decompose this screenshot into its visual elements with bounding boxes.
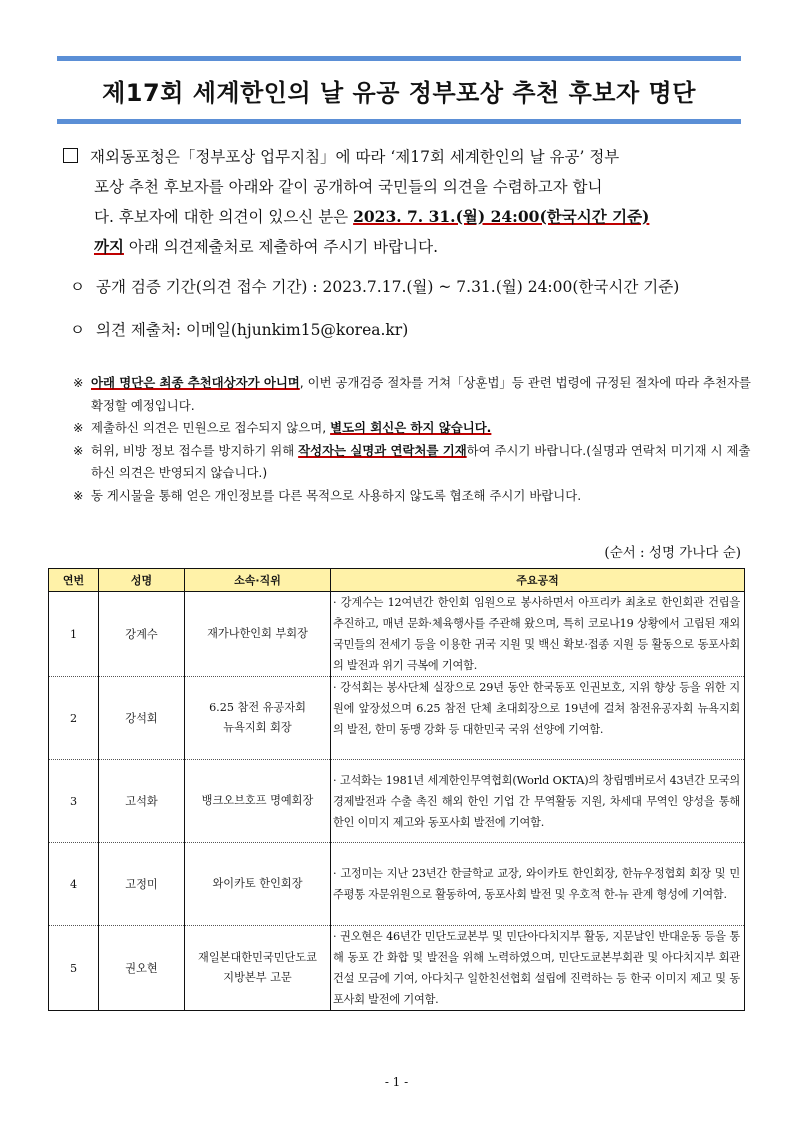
bullet-review-period [70, 275, 679, 297]
header-affiliation: 소속·직위 [185, 569, 331, 592]
table-row [49, 843, 745, 926]
note-text: 하여 주시기 바랍니다.(실명과 연락처 미기재 시 제출하신 의견은 반영되지 않습니다.) [91, 442, 751, 480]
cell-affiliation [185, 677, 331, 760]
notes-list [73, 372, 753, 507]
cell-name: 고정미 [99, 843, 185, 926]
table-row [49, 592, 745, 677]
note-item [73, 485, 753, 508]
table-row [49, 926, 745, 1011]
affiliation-line: 지방본부 고문 [223, 971, 292, 984]
note-mark: ※ [73, 420, 84, 435]
bullet-marker: ㅇ [70, 321, 85, 339]
affiliation-line: 재가나한인회 부회장 [207, 627, 308, 640]
cell-no: 1 [49, 592, 99, 677]
cell-achievements: · 고정미는 지난 23년간 한글학교 교장, 와이카토 한인회장, 한뉴우정협회 회장 및 민주평통 자문위원으로 활동하여, 동포사회 발전 및 우호적 한-뉴 관계 형성에 기여함. [331, 843, 745, 926]
note-bold: 아래 명단은 최종 추천대상자가 아니며 [91, 375, 300, 390]
header-name: 성명 [99, 569, 185, 592]
cell-achievements: · 고석화는 1981년 세계한인무역협회(World OKTA)의 창립멤버로서 43년간 모국의 경제발전과 수출 촉진 해외 한인 기업 간 무역활동 지원, 차세대 무역인 양성을 통해 한인 이미지 제고와 동포사회 발전에 기여함. [331, 760, 745, 843]
deadline-text: 2023. 7. 31.(월) 24:00(한국시간 기준) [353, 207, 650, 226]
cell-affiliation [185, 843, 331, 926]
intro-line: 다. 후보자에 대한 의견이 있으신 분은 [94, 208, 354, 226]
cell-achievements: · 강계수는 12여년간 한인회 임원으로 봉사하면서 아프리카 최초로 한인회관 건립을 추진하고, 매년 문화·체육행사를 주관해 왔으며, 특히 코로나19 상황에서 고립된 재외국민들의 전세기 등을 이용한 귀국 지원 및 백신 확보·접종 지원 등 활동으로 동포사회의 발전과 위기 극복에 기여함. [331, 592, 745, 677]
cell-name: 강계수 [99, 592, 185, 677]
deadline-suffix: 까지 [94, 237, 124, 256]
cell-name: 권오현 [99, 926, 185, 1011]
note-mark: ※ [73, 375, 84, 390]
page-title: 제17회 세계한인의 날 유공 정부포상 추천 후보자 명단 [102, 79, 696, 107]
bullet-text: 공개 검증 기간(의견 접수 기간) : 2023.7.17.(월) ~ 7.31.(월) 24:00(한국시간 기준) [96, 278, 680, 296]
bullet-marker: ㅇ [70, 278, 85, 296]
cell-affiliation [185, 592, 331, 677]
cell-affiliation [185, 760, 331, 843]
affiliation-line: 뱅크오브호프 명예회장 [201, 794, 314, 807]
bullet-submission [70, 318, 408, 340]
note-bold: 작성자는 실명과 연락처를 기재 [298, 442, 467, 458]
affiliation-line: 와이카토 한인회장 [212, 877, 303, 890]
bullet-text: 의견 제출처: 이메일(hjunkim15@korea.kr) [96, 321, 409, 339]
note-item [73, 372, 753, 417]
affiliation-line: 뉴욕지회 회장 [223, 721, 292, 734]
cell-name: 고석화 [99, 760, 185, 843]
note-text: 동 게시물을 통해 얻은 개인정보를 다른 목적으로 사용하지 않도록 협조해 주시기 바랍니다. [91, 487, 582, 503]
note-text: 허위, 비방 정보 접수를 방지하기 위해 [91, 442, 299, 458]
page-number: - 1 - [384, 1075, 409, 1089]
order-note: (순서 : 성명 가나다 순) [604, 545, 741, 561]
note-mark: ※ [73, 442, 84, 458]
cell-name: 강석회 [99, 677, 185, 760]
header-achievements: 주요공적 [331, 569, 745, 592]
note-text: , 이번 공개검증 절차를 거쳐「상훈법」등 관련 법령에 규정된 절차에 따라 추천자를 확정할 예정입니다. [91, 375, 751, 413]
intro-line: 재외동포청은「정부포상 업무지침」에 따라 ‘제17회 세계한인의 날 유공’ 정부 [90, 148, 620, 166]
note-mark: ※ [73, 487, 84, 503]
intro-paragraph [63, 142, 747, 262]
table-row [49, 677, 745, 760]
cell-achievements: · 강석회는 봉사단체 실장으로 29년 동안 한국동포 인권보호, 지위 향상 등을 위한 지원에 앞장섰으며 6.25 참전 단체 초대회장으로 19년에 걸쳐 참전유공자회 뉴욕지회의 발전, 한미 동맹 강화 등 대한민국 국위 선양에 기여함. [331, 677, 745, 760]
table-header-row [49, 569, 745, 592]
cell-affiliation [185, 926, 331, 1011]
note-item [73, 440, 753, 485]
bottom-rule [57, 119, 741, 124]
cell-no: 3 [49, 760, 99, 843]
cell-no: 4 [49, 843, 99, 926]
header-no: 연번 [49, 569, 99, 592]
note-bold: 별도의 회신은 하지 않습니다. [330, 420, 492, 435]
top-rule [57, 56, 741, 61]
note-text: 제출하신 의견은 민원으로 접수되지 않으며, [91, 420, 331, 435]
intro-line: 아래 의견제출처로 제출하여 주시기 바랍니다. [123, 238, 439, 256]
affiliation-line: 재일본대한민국민단도쿄 [198, 951, 317, 964]
table-row [49, 760, 745, 843]
affiliation-line: 6.25 참전 유공자회 [209, 701, 306, 714]
cell-no: 5 [49, 926, 99, 1011]
intro-line: 포상 추천 후보자를 아래와 같이 공개하여 국민들의 의견을 수렴하고자 합니 [94, 178, 603, 196]
candidate-table [48, 568, 745, 1011]
cell-no: 2 [49, 677, 99, 760]
checkbox-icon [63, 148, 78, 163]
cell-achievements: · 권오현은 46년간 민단도쿄본부 및 민단아다치지부 활동, 지문날인 반대운동 등을 통해 동포 간 화합 및 발전을 위해 노력하였으며, 민단도쿄본부회관 및 아다치지부 회관 건설 모금에 기여, 아다치구 일한친선협회 설립에 진력하는 등 한국 이미지 제고 및 동포사회 발전에 기여함. [331, 926, 745, 1011]
note-item [73, 417, 753, 440]
